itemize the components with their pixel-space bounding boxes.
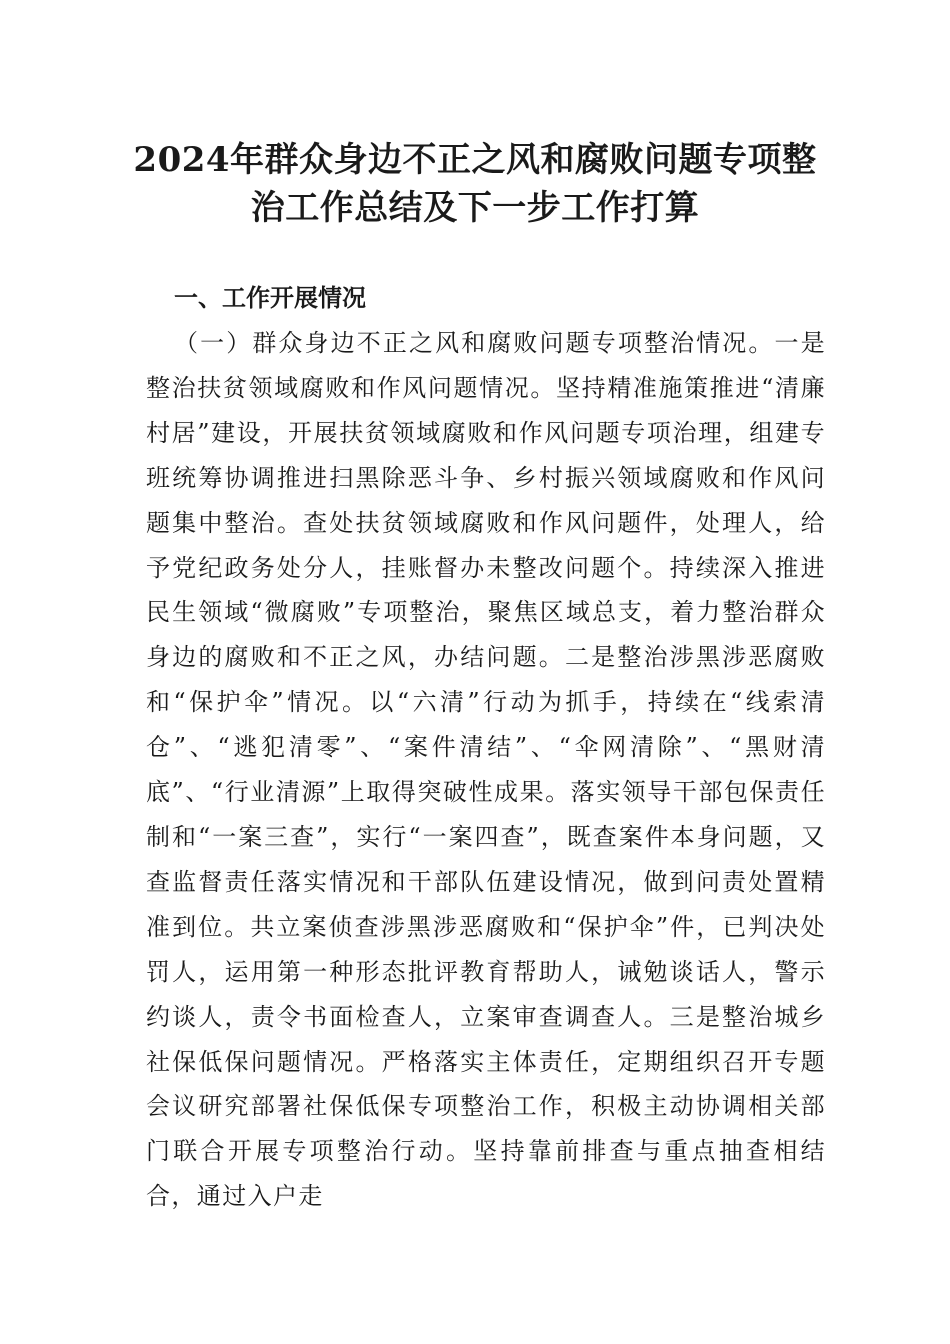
body-paragraph: （一）群众身边不正之风和腐败问题专项整治情况。一是整治扶贫领域腐败和作风问题情况。坚持精准施策推进“清廉村居”建设，开展扶贫领域腐败和作风问题专项治理，组建专班统筹协调推进扫黑除恶斗争、乡村振兴领域腐败和作风问题集中整治。查处扶贫领域腐败和作风问题件，处理人，给予党纪政务处分人，挂账督办未整改问题个。持续深入推进民生领域“微腐败”专项整治，聚焦区域总支，着力整治群众身边的腐败和不正之风，办结问题。二是整治涉黑涉恶腐败和“保护伞”情况。以“六清”行动为抓手，持续在“线索清仓”、“逃犯清零”、“案件清结”、“伞网清除”、“黑财清底”、“行业清源”上取得突破性成果。落实领导干部包保责任制和“一案三查”，实行“一案四查”，既查案件本身问题，又查监督责任落实情况和干部队伍建设情况，做到问责处置精准到位。共立案侦查涉黑涉恶腐败和“保护伞”件，已判决处罚人，运用第一种形态批评教育帮助人，诫勉谈话人，警示约谈人，责令书面检查人，立案审查调查人。三是整治城乡社保低保问题情况。严格落实主体责任，定期组织召开专题会议研究部署社保低保专项整治工作，积极主动协调相关部门联合开展专项整治行动。坚持靠前排查与重点抽查相结合，通过入户走	[146, 329, 826, 1211]
document-title-line-2: 治工作总结及下一步工作打算	[250, 188, 700, 228]
document-title-line-1: 2024年群众身边不正之风和腐败问题专项整	[133, 140, 817, 180]
section-heading: 一、工作开展情况	[174, 284, 366, 312]
